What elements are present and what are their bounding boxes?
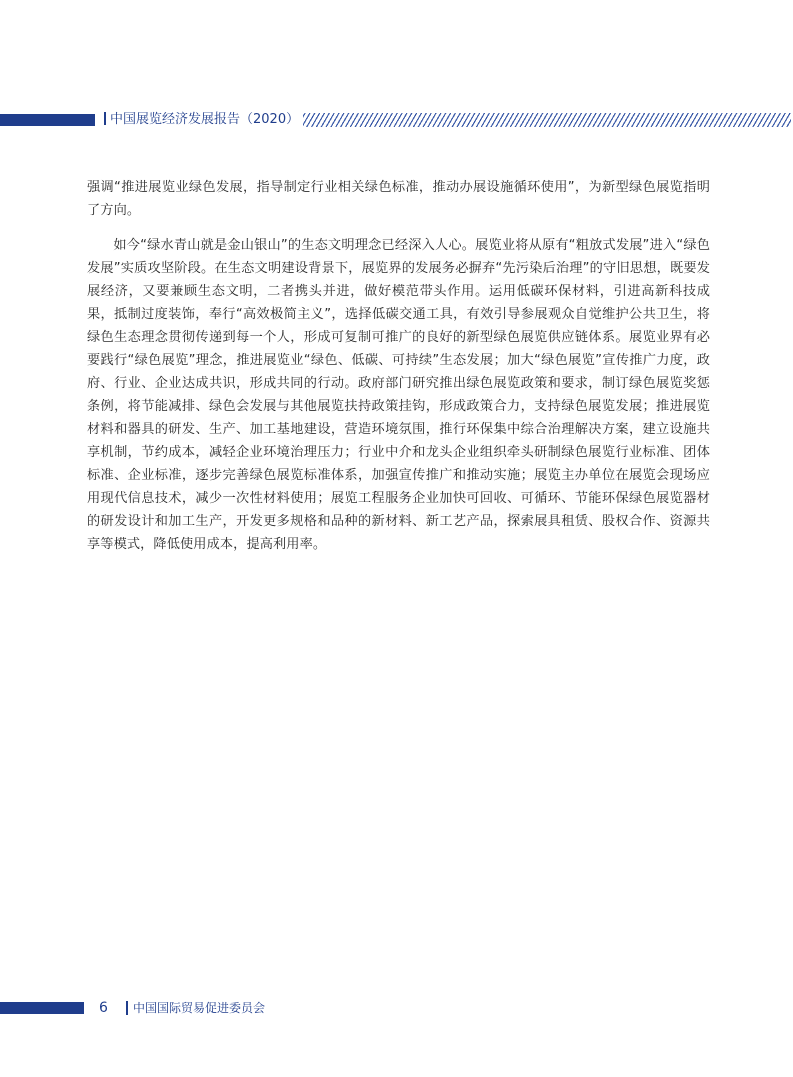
header-separator bbox=[104, 112, 106, 125]
footer-accent-bar bbox=[0, 1002, 84, 1014]
page-number: 6 bbox=[99, 1000, 108, 1016]
paragraph-main: 如今“绿水青山就是金山银山”的生态文明理念已经深入人心。展览业将从原有“粗放式发展”进入“绿色发展”实质攻坚阶段。在生态文明建设背景下，展览界的发展务必摒弃“先污染后治理”的守旧思想，既要发展经济，又要兼顾生态文明，二者携头并进，做好模范带头作用。运用低碳环保材料，引进高新科技成果，抵制过度装饰，奉行“高效极简主义”，选择低碳交通工具，有效引导参展观众自觉维护公共卫生，将绿色生态理念贯彻传递到每一个人，形成可复制可推广的良好的新型绿色展览供应链体系。展览业界有必要践行“绿色展览”理念，推进展览业“绿色、低碳、可持续”生态发展；加大“绿色展览”宣传推广力度，政府、行业、企业达成共识，形成共同的行动。政府部门研究推出绿色展览政策和要求，制订绿色展览奖惩条例，将节能减排、绿色会发展与其他展览扶持政策挂钩，形成政策合力，支持绿色展览发展；推进展览材料和器具的研发、生产、加工基地建设，营造环境氛围，推行环保集中综合治理解决方案，建立设施共享机制，节约成本，减轻企业环境治理压力；行业中介和龙头企业组织牵头研制绿色展览行业标准、团体标准、企业标准，逐步完善绿色展览标准体系，加强宣传推广和推动实施；展览主办单位在展览会现场应用现代信息技术，减少一次性材料使用；展览工程服务企业加快可回收、可循环、节能环保绿色展览器材的研发设计和加工生产，开发更多规格和品种的新材料、新工艺产品，探索展具租赁、股权合作、资源共享等模式，降低使用成本，提高利用率。 bbox=[87, 238, 710, 552]
header-hatch-pattern bbox=[303, 113, 791, 127]
page-footer bbox=[0, 998, 793, 1018]
page-header bbox=[0, 110, 793, 130]
report-title-wrapper bbox=[104, 110, 299, 130]
body-text bbox=[87, 176, 710, 556]
report-title: 中国展览经济发展报告（2020） bbox=[110, 112, 300, 127]
paragraph-continued: 强调“推进展览业绿色发展，指导制定行业相关绿色标准，推动办展设施循环使用”，为新型绿色展览指明了方向。 bbox=[87, 180, 710, 218]
header-accent-bar bbox=[0, 114, 95, 126]
organization-name: 中国国际贸易促进委员会 bbox=[133, 1001, 266, 1015]
footer-separator bbox=[126, 1001, 128, 1015]
